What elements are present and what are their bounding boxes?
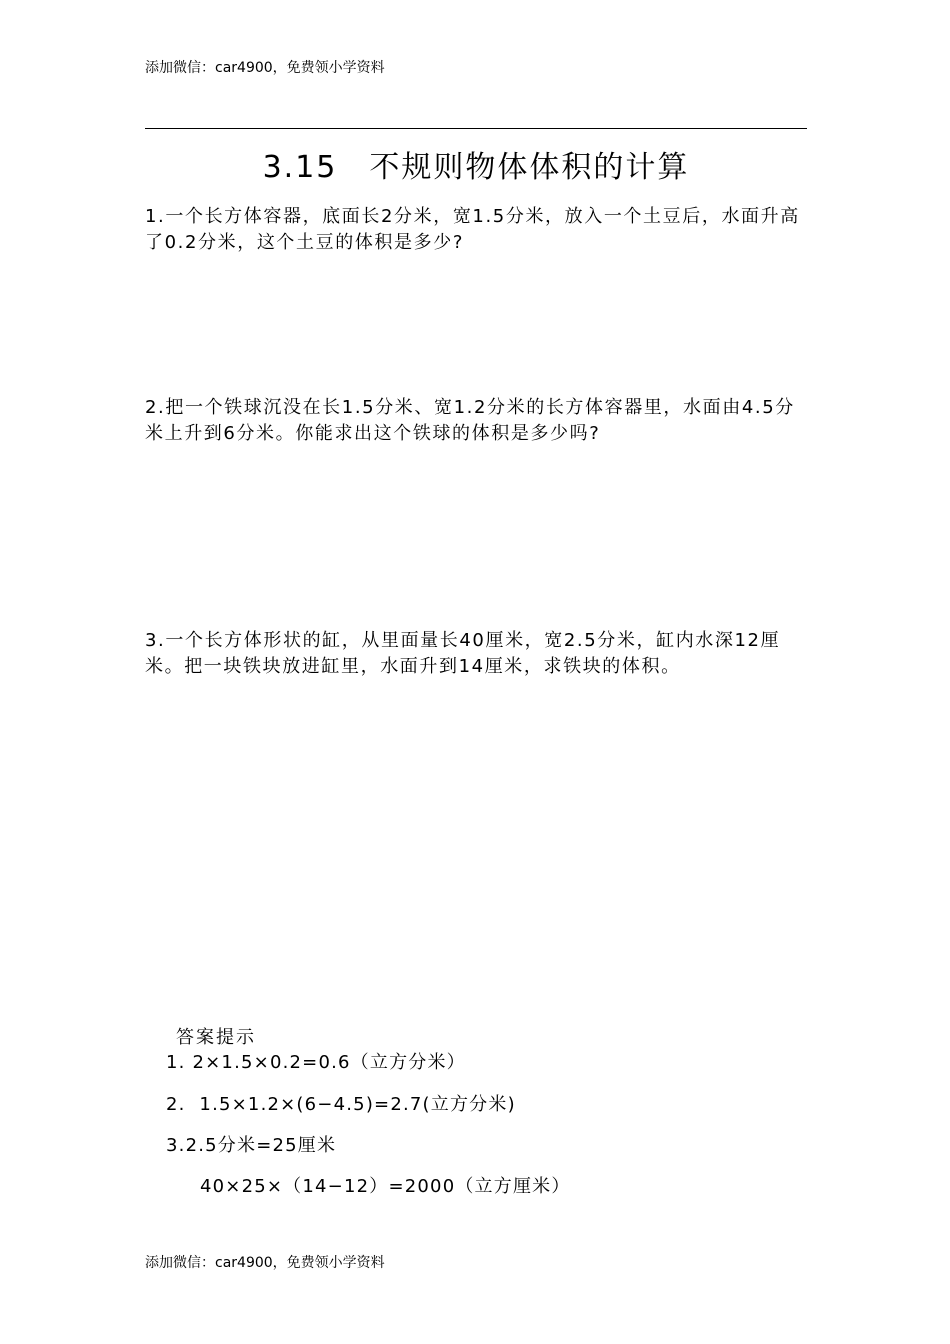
footer-watermark: 添加微信：car4900，免费领小学资料	[145, 1255, 385, 1271]
problem-3: 3.一个长方体形状的缸，从里面量长40厘米，宽2.5分米，缸内水深12厘米。把一块铁块放进缸里，水面升到14厘米，求铁块的体积。	[145, 630, 781, 677]
page-title: 3.15 不规则物体体积的计算	[262, 150, 690, 185]
answer-line-1: 1. 2×1.5×0.2=0.6（立方分米）	[166, 1052, 466, 1073]
answer-line-3: 3.2.5分米=25厘米	[166, 1135, 337, 1156]
answer-line-4: 40×25×（14−12）=2000（立方厘米）	[200, 1176, 571, 1197]
answers-heading: 答案提示	[176, 1027, 256, 1048]
header-divider	[145, 128, 807, 129]
problem-1: 1.一个长方体容器，底面长2分米，宽1.5分米，放入一个土豆后，水面升高了0.2分米，这个土豆的体积是多少?	[145, 206, 800, 253]
answer-line-2: 2. 1.5×1.2×(6−4.5)=2.7(立方分米)	[166, 1094, 516, 1115]
problem-2: 2.把一个铁球沉没在长1.5分米、宽1.2分米的长方体容器里，水面由4.5分米上升到6分米。你能求出这个铁球的体积是多少吗?	[145, 397, 795, 444]
header-watermark: 添加微信：car4900，免费领小学资料	[145, 60, 385, 76]
